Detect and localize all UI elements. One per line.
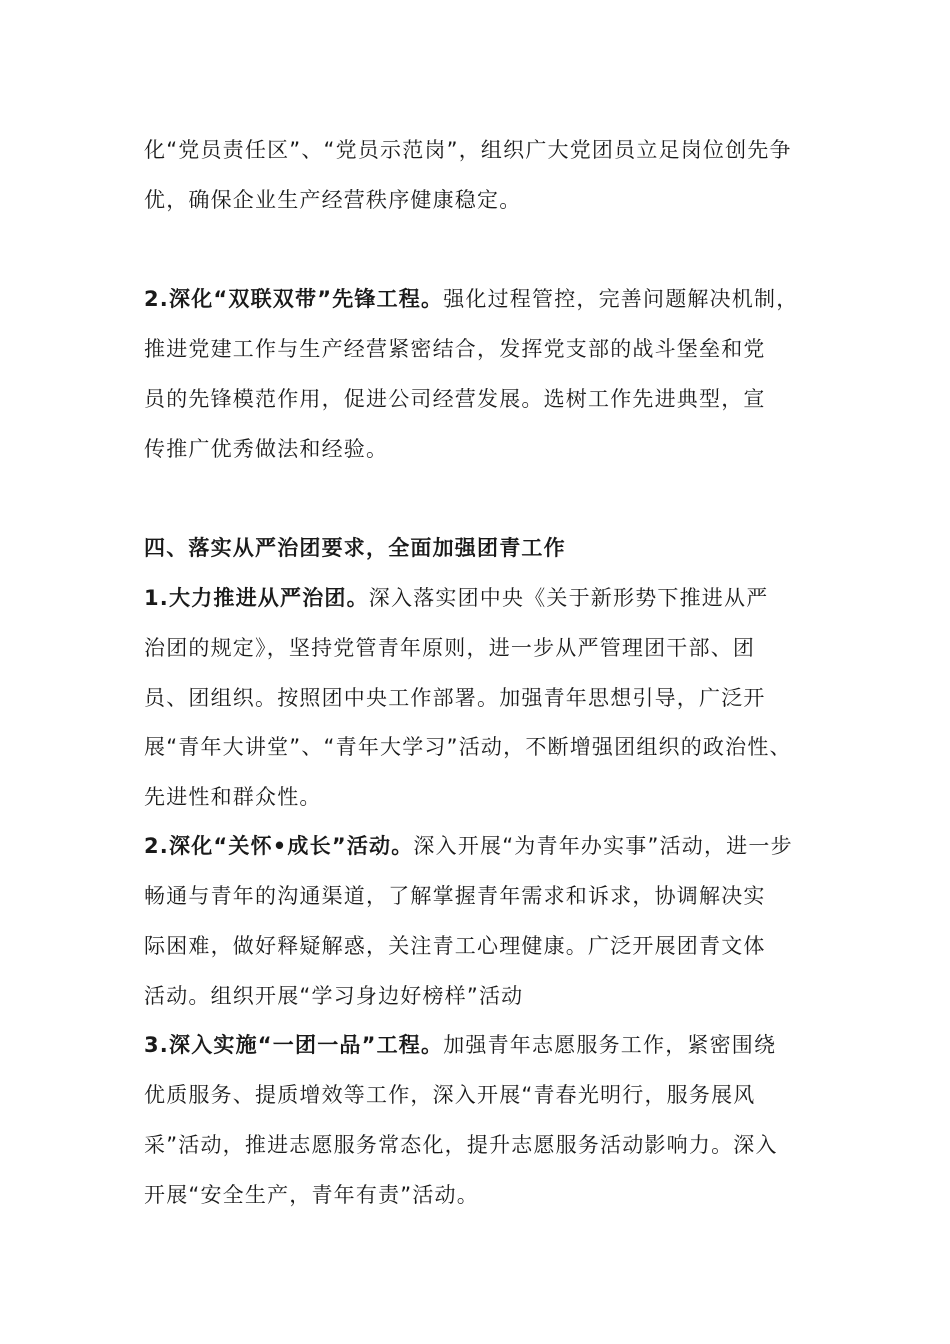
paragraph-line [144, 374, 824, 424]
text: 开展“安全生产，青年有责”活动。 [144, 1183, 479, 1207]
text: 活动。组织开展“学习身边好榜样”活动 [144, 984, 524, 1008]
text: 员的先锋模范作用，促进公司经营发展。选树工作先进典型，宣 [144, 387, 766, 411]
text: 强化过程管控，完善问题解决机制， [443, 287, 799, 311]
text: 加强青年志愿服务工作，紧密围绕 [443, 1033, 777, 1057]
text: 推进党建工作与生产经营紧密结合，发挥党支部的战斗堡垒和党 [144, 337, 766, 361]
text: 员、团组织。按照团中央工作部署。加强青年思想引导，广泛开 [144, 686, 766, 710]
item-heading: 1.大力推进从严治团。 [144, 586, 369, 610]
paragraph-line [144, 722, 824, 772]
paragraph-line [144, 971, 824, 1021]
paragraph-line [144, 1020, 824, 1070]
paragraph-line [144, 623, 824, 673]
paragraph-line [144, 871, 824, 921]
item-heading: 2.深化“双联双带”先锋工程。 [144, 287, 444, 311]
text: 先进性和群众性。 [144, 785, 322, 809]
text: 采”活动，推进志愿服务常态化，提升志愿服务活动影响力。深入 [144, 1133, 778, 1157]
paragraph-line [144, 673, 824, 723]
section-title [144, 523, 824, 573]
text: 传推广优秀做法和经验。 [144, 437, 389, 461]
text: 畅通与青年的沟通渠道，了解掌握青年需求和诉求，协调解决实 [144, 884, 766, 908]
paragraph-line [144, 324, 824, 374]
paragraph-line [144, 921, 824, 971]
text: 优，确保企业生产经营秩序健康稳定。 [144, 188, 522, 212]
paragraph-line [144, 772, 824, 822]
text: 深入开展“为青年办实事”活动，进一步 [413, 834, 793, 858]
text: 四、落实从严治团要求，全面加强团青工作 [144, 536, 566, 560]
text: 治团的规定》，坚持党管青年原则，进一步从严管理团干部、团 [144, 636, 756, 660]
item-heading: 2.深化“关怀•成长”活动。 [144, 834, 414, 858]
text: 优质服务、提质增效等工作，深入开展“青春光明行，服务展风 [144, 1083, 756, 1107]
text: 展“青年大讲堂”、“青年大学习”活动，不断增强团组织的政治性、 [144, 735, 792, 759]
paragraph-line [144, 424, 824, 474]
item-heading: 3.深入实施“一团一品”工程。 [144, 1033, 444, 1057]
paragraph-line [144, 274, 824, 324]
paragraph-line [144, 175, 824, 225]
text: 化“党员责任区”、“党员示范岗”，组织广大党团员立足岗位创先争 [144, 138, 792, 162]
paragraph-line [144, 1070, 824, 1120]
paragraph-line [144, 821, 824, 871]
paragraph-line [144, 125, 824, 175]
paragraph-line [144, 573, 824, 623]
text: 深入落实团中央《关于新形势下推进从严 [368, 586, 769, 610]
paragraph-line [144, 1170, 824, 1220]
text: 际困难，做好释疑解惑，关注青工心理健康。广泛开展团青文体 [144, 934, 766, 958]
paragraph-line [144, 1120, 824, 1170]
